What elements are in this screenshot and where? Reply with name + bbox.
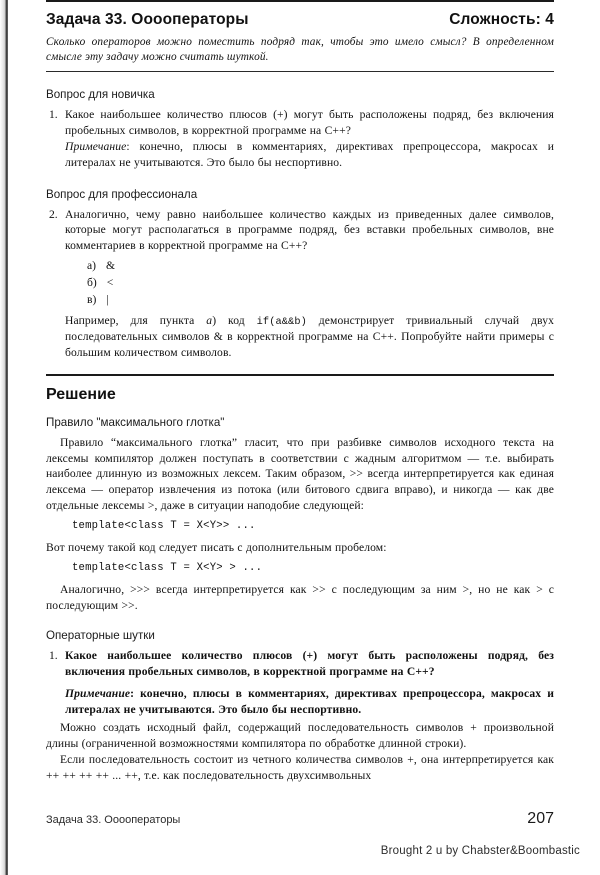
solution-paragraph-2: Вот почему такой код следует писать с дополнительным пробелом: [46, 540, 387, 554]
code-sample-2: template<class T = X<Y> > ... [72, 562, 263, 575]
novice-note [65, 139, 554, 170]
option-a [65, 258, 554, 275]
footer-page-number: 207 [527, 810, 554, 827]
jokes-question-text: Какое наибольшее количество плюсов (+) могут быть расположены подряд, без включения пробельных символов, в корректной программе на C++? [65, 649, 554, 678]
scan-watermark: Brought 2 u by Chabster&Boombastic [380, 845, 580, 857]
solution-paragraph-1: Правило “максимального глотка” гласит, что при разбивке символов исходного текста на лексемы компилятор должен поступать в соответствии с жадным алгоритмом — т.е. выбирать наиболее длинную из возможных лексем. Таким образом, >> всегда интерпретируется как единая лексема — оператор извлечения из потока (или битового сдвига вправо), и никогда — как две отдельные лексемы >, даже в ситуации наподобие следующей: [46, 436, 554, 512]
professional-options-list [65, 258, 554, 308]
novice-question-heading: Вопрос для новичка [46, 88, 155, 102]
solution-rule [46, 374, 554, 376]
professional-item-number: 2. [49, 207, 58, 221]
task-lead-text: Сколько операторов можно поместить подряд так, чтобы это имело смысл? В определенном смысле эту задачу можно считать шуткой. [46, 36, 554, 63]
header-rule-top [46, 0, 554, 2]
solution-heading: Решение [46, 386, 116, 404]
jokes-paragraph-1: Можно создать исходный файл, содержащий последовательность символов + произвольной длины (ограниченной возможностями компилятора по обработке длинной строки). [46, 721, 554, 750]
novice-note-text: : конечно, плюсы в комментариях, директивах препроцессора, макросах и литералах не учитываются. Это было бы неспортивно. [65, 140, 554, 169]
example-middle: ) код [212, 313, 257, 327]
jokes-question-item [46, 648, 554, 718]
professional-question-text: Аналогично, чему равно наибольшее количество каждых из приведенных далее символов, которые могут располагаться в программе подряд, без вставки пробельных символов, вне комментариев в корректной программе на C++? [65, 207, 554, 252]
option-b-marker: б) [87, 275, 97, 289]
jokes-item-number: 1. [49, 649, 58, 663]
task-header [46, 11, 554, 29]
operator-jokes-heading: Операторные шутки [46, 629, 155, 643]
example-suffix: демонстрирует тривиальный случай двух последовательных символов & в корректной программе на C++. Попробуйте найти примеры с большим количеством символов. [65, 313, 554, 359]
option-b [65, 275, 554, 292]
spacer-before-solution [46, 363, 554, 374]
page-footer [46, 810, 554, 828]
page-content [46, 0, 554, 875]
jokes-note [65, 686, 554, 717]
professional-question-heading: Вопрос для профессионала [46, 187, 198, 201]
option-b-symbol: < [106, 275, 114, 289]
example-item-letter: a [206, 313, 213, 327]
header-rule-bottom [46, 71, 554, 73]
jokes-note-text: : конечно, плюсы в комментариях, директивах препроцессора, макросах и литералах не учитываются. Это было бы неспортивно. [65, 687, 554, 716]
code-sample-1: template<class T = X<Y>> ... [72, 520, 256, 533]
option-v [65, 292, 554, 309]
difficulty-label: Сложность: 4 [449, 11, 554, 28]
option-a-symbol: & [106, 259, 116, 273]
page-title: Задача 33. Ооооператоры [46, 11, 249, 28]
book-gutter-shadow [5, 0, 8, 875]
option-a-marker: а) [87, 259, 97, 273]
maximal-munch-heading: Правило "максимального глотка" [46, 416, 225, 430]
jokes-note-label: Примечание [65, 687, 131, 701]
jokes-paragraph-2: Если последовательность состоит из четного количества символов +, она интерпретируется как ++ ++ ++ ++ ... ++, т.е. как последовательность двухсимвольных [46, 753, 554, 782]
footer-running-title: Задача 33. Ооооператоры [46, 814, 181, 826]
professional-question-item [46, 207, 554, 362]
novice-note-label: Примечание [65, 140, 127, 154]
solution-paragraph-3: Аналогично, >>> всегда интерпретируется как >> с последующим за ним >, но не как > с последующим >>. [46, 583, 554, 612]
novice-question-text: Какое наибольшее количество плюсов (+) могут быть расположены подряд, без включения пробельных символов, в корректной программе на C++? [65, 108, 554, 137]
novice-item-number: 1. [49, 108, 58, 122]
example-code-snippet: if(a&&b) [256, 315, 307, 328]
example-prefix: Например, для пункта [65, 313, 207, 327]
novice-question-item [46, 107, 554, 171]
professional-example-text [65, 313, 554, 361]
option-v-marker: в) [87, 292, 97, 306]
option-v-symbol: | [106, 292, 109, 306]
